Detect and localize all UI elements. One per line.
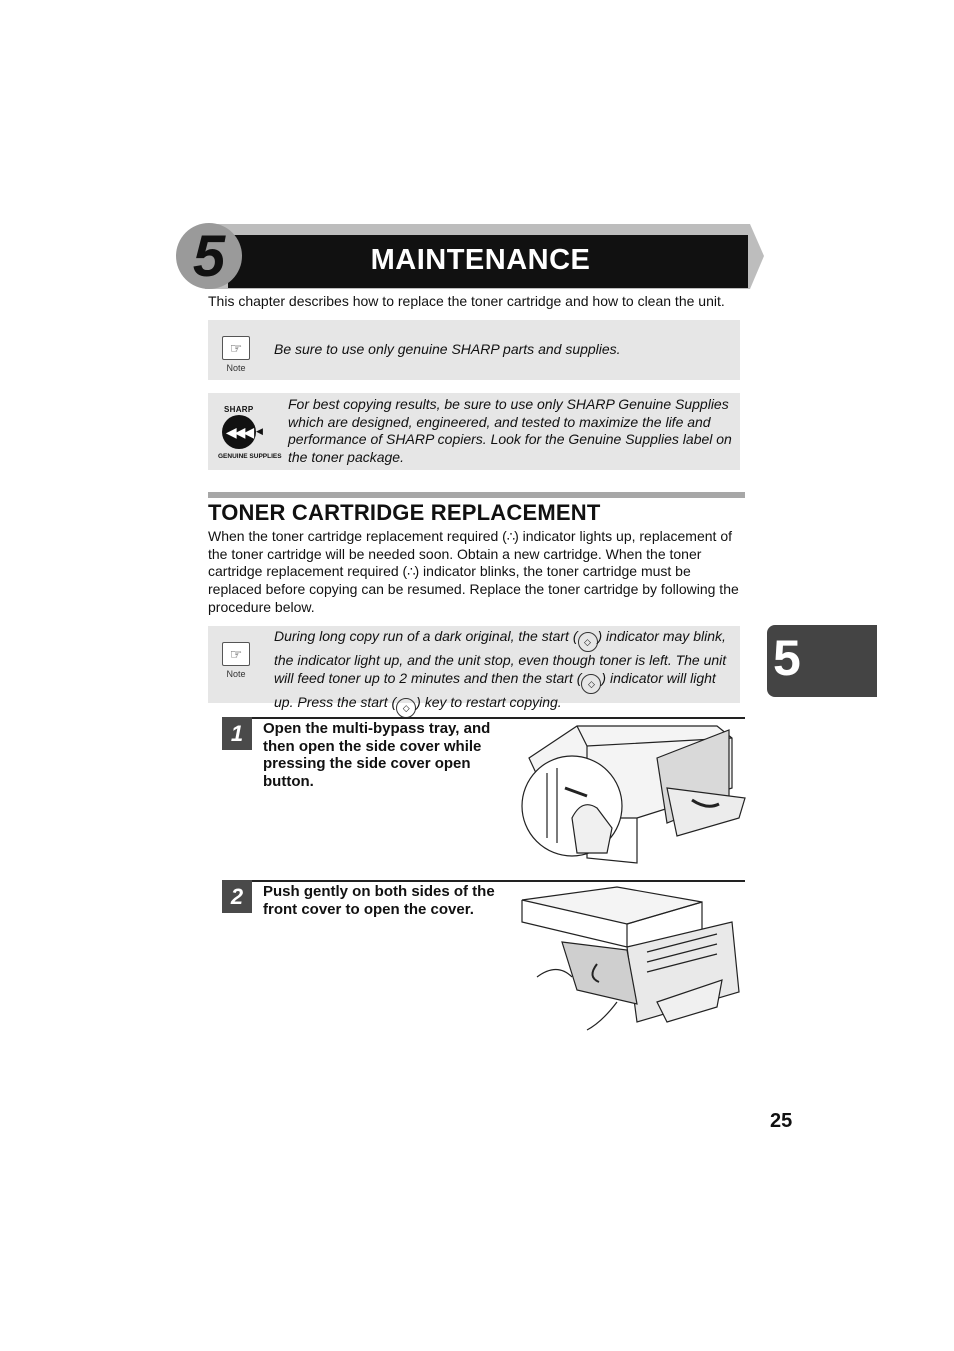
step-number: 2: [222, 880, 252, 913]
chapter-title: MAINTENANCE: [370, 244, 591, 276]
section-body: When the toner cartridge replacement required (∴) indicator lights up, replacement of the toner cartridge will be needed soon. Obtain a new cartridge. When the toner cartridge replacement required (∴) indicator blinks, the toner cartridge must be replaced before copying can be resumed. Replace the toner cartridge by following the procedure below.: [208, 528, 739, 615]
page-number: 25: [770, 1110, 793, 1132]
chapter-header-arrow: [750, 224, 764, 289]
note-box-long-copy: [208, 626, 740, 713]
toner-icon: ∴: [407, 564, 415, 580]
note-hand-icon: ☞: [222, 336, 250, 360]
start-key-icon: ◇: [581, 674, 601, 694]
section-title: TONER CARTRIDGE REPLACEMENT: [208, 500, 601, 525]
note-text: During long copy run of a dark original, the start ( ◇ ) indicator may blink, the indicator light up, and the unit stop, even though toner is left. The unit will feed toner up to 2 minutes and then the start ( ◇ ) indicator will light up. Press the start ( ◇ ) key to restart copying.: [274, 628, 736, 718]
chapter-intro: This chapter describes how to replace the toner cartridge and how to clean the unit.: [208, 293, 725, 309]
step-instruction: Open the multi-bypass tray, and then open the side cover while pressing the side cover open button.: [263, 720, 491, 790]
toner-icon: ∴: [506, 529, 515, 544]
step1-illustration: [517, 718, 747, 868]
note-label: Note: [226, 669, 246, 679]
note-text: Be sure to use only genuine SHARP parts and supplies.: [274, 341, 621, 357]
genuine-supplies-logo-icon: ◀◀◀: [222, 415, 256, 449]
start-key-icon: ◇: [396, 698, 416, 718]
section-divider: [208, 492, 745, 498]
sharp-brand-label: SHARP: [224, 405, 254, 414]
step-number: 1: [222, 717, 252, 750]
step2-illustration: [517, 882, 747, 1032]
chapter-number: 5: [192, 224, 226, 289]
logo-pointer-icon: ◀: [256, 426, 263, 436]
genuine-supplies-box: [208, 393, 740, 470]
start-key-icon: ◇: [578, 632, 598, 652]
note-hand-icon: ☞: [222, 642, 250, 666]
chapter-side-tab: 5: [767, 625, 877, 697]
step-instruction: Push gently on both sides of the front cover to open the cover.: [263, 883, 495, 918]
genuine-supplies-text: For best copying results, be sure to use only SHARP Genuine Supplies which are designed, engineered, and tested to maximize the life and performance of SHARP copiers. Look for the Genuine Supplies label on the toner package.: [288, 396, 732, 465]
genuine-supplies-caption: GENUINE SUPPLIES: [218, 453, 282, 460]
note-label: Note: [226, 363, 246, 373]
note-box-genuine-parts: [208, 320, 740, 380]
